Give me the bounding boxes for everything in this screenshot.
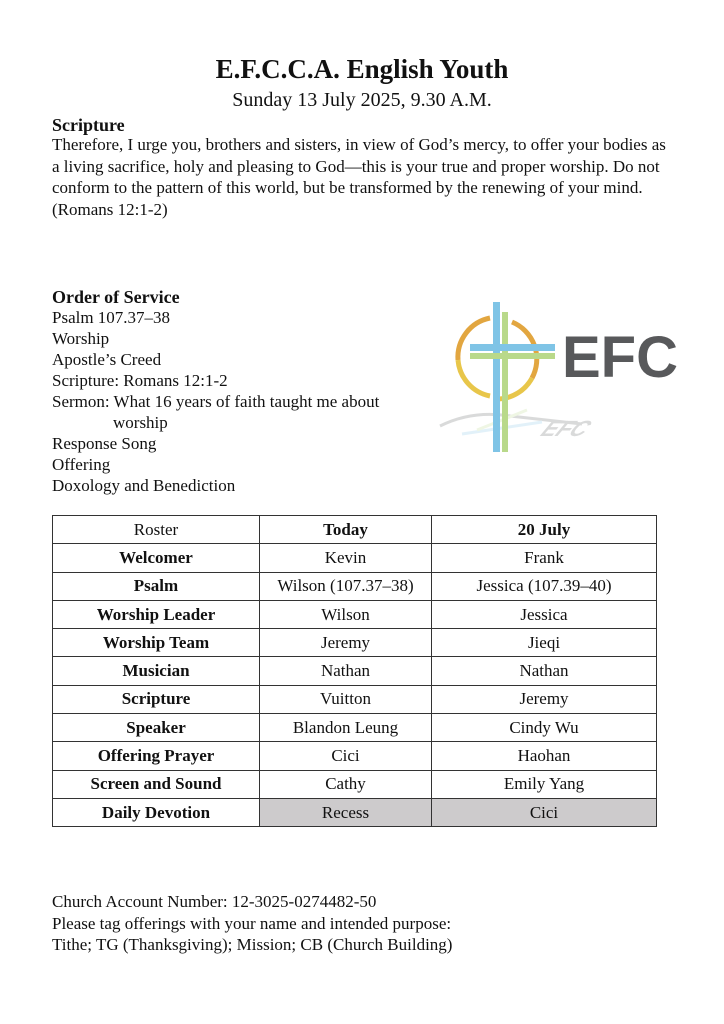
service-item: Scripture: Romans 12:1-2 [52,371,228,390]
offering-purposes: Tithe; TG (Thanksgiving); Mission; CB (Church Building) [52,935,453,955]
account-number: Church Account Number: 12-3025-0274482-50 [52,892,377,911]
table-row [53,685,657,713]
table-cell: Cathy [260,770,432,798]
table-row [53,742,657,770]
table-cell: Blandon Leung [260,714,432,742]
table-row [53,629,657,657]
service-item: Apostle’s Creed [52,350,162,369]
table-cell-shaded: Cici [432,798,657,826]
table-row [53,714,657,742]
table-cell: Emily Yang [432,770,657,798]
efc-logo [432,298,690,458]
service-item: Response Song [52,434,157,453]
role-cell: Offering Prayer [53,742,260,770]
service-item-continuation: worship [113,413,168,432]
table-header-row [53,516,657,544]
order-of-service-heading: Order of Service [52,287,180,307]
table-cell-shaded: Recess [260,798,432,826]
table-cell: Cindy Wu [432,714,657,742]
logo-text: EFC [562,325,678,390]
table-cell: Haohan [432,742,657,770]
service-item: Worship [52,329,110,348]
logo-reflection [440,410,598,441]
table-cell: Jeremy [260,629,432,657]
table-row [53,798,657,826]
service-item: Psalm 107.37–38 [52,308,171,327]
scripture-heading: Scripture [52,115,125,135]
table-cell: Jessica (107.39–40) [432,572,657,600]
column-header: Today [260,516,432,544]
offering-note: Please tag offerings with your name and intended purpose: [52,913,452,933]
table-cell: Cici [260,742,432,770]
service-date: Sunday 13 July 2025, 9.30 A.M. [232,89,492,111]
role-cell: Musician [53,657,260,685]
page-title: E.F.C.C.A. English Youth [215,54,509,84]
table-cell: Jieqi [432,629,657,657]
role-cell: Worship Leader [53,600,260,628]
table-row [53,544,657,572]
scripture-text: Therefore, I urge you, brothers and sisters, in view of God’s mercy, to offer your bodies as a living sacrifice, holy and pleasing to God—this is your true and proper worship. Do not conform to the pattern of this world, but be transformed by the renewing of your mind. (Romans 12:1-2) [52,135,666,219]
table-cell: Wilson (107.37–38) [260,572,432,600]
table-cell: Nathan [260,657,432,685]
table-cell: Jeremy [432,685,657,713]
table-row [53,572,657,600]
table-cell: Wilson [260,600,432,628]
column-header: 20 July [432,516,657,544]
table-cell: Kevin [260,544,432,572]
column-header: Roster [53,516,260,544]
roster-table [52,515,657,827]
role-cell: Speaker [53,714,260,742]
table-cell: Vuitton [260,685,432,713]
footer [52,891,692,956]
table-row [53,770,657,798]
service-item: Sermon: What 16 years of faith taught me about [52,392,380,411]
table-cell: Frank [432,544,657,572]
role-cell: Worship Team [53,629,260,657]
table-cell: Jessica [432,600,657,628]
svg-text:EFC: EFC [533,417,599,442]
role-cell: Daily Devotion [53,798,260,826]
service-item: Offering [52,455,111,474]
service-item: Doxology and Benediction [52,476,236,495]
role-cell: Welcomer [53,544,260,572]
order-of-service-list [52,307,432,496]
table-cell: Nathan [432,657,657,685]
role-cell: Screen and Sound [53,770,260,798]
table-row [53,600,657,628]
role-cell: Psalm [53,572,260,600]
role-cell: Scripture [53,685,260,713]
table-row [53,657,657,685]
